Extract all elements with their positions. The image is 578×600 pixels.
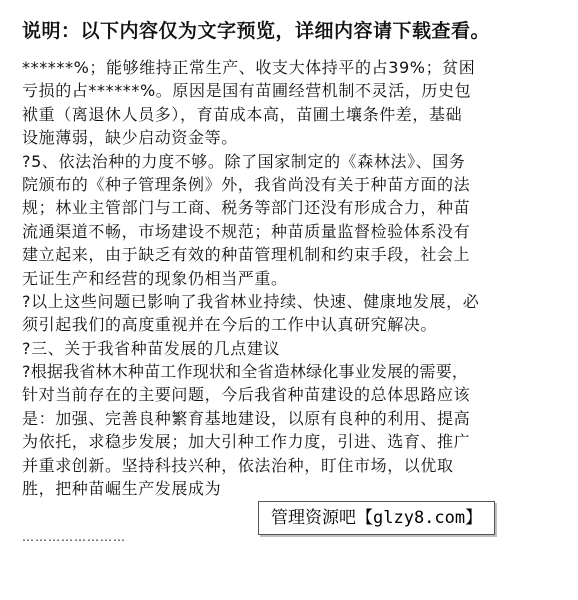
text-line: 院颁布的《种子管理条例》外，我省尚没有关于种苗方面的法 [22, 174, 471, 194]
text-line: ?5、依法治种的力度不够。除了国家制定的《森林法》、国务 [22, 151, 466, 171]
text-line: 设施薄弱，缺少启动资金等。 [22, 128, 238, 148]
site-watermark-label: 管理资源吧【glzy8.com】 [258, 501, 495, 535]
section-heading: ?三、关于我省种苗发展的几点建议 [22, 338, 281, 358]
text-line: 是：加强、完善良种繁育基地建设，以原有良种的利用、提高 [22, 408, 471, 428]
text-line: ******%；能够维持正常生产、收支大体持平的占39%；贫困 [22, 58, 476, 77]
document-body [22, 56, 554, 500]
text-line: 建立起来，由于缺乏有效的种苗管理机制和约束手段，社会上 [22, 245, 471, 265]
text-line: 规；林业主管部门与工商、税务等部门还没有形成合力，种苗 [22, 198, 471, 218]
text-line: 胜，把种苗崛生产发展成为 [22, 479, 222, 499]
text-line: 袱重（离退休人员多），育苗成本高，苗圃土壤条件差，基础 [22, 104, 463, 124]
continuation-dots: …………………… [22, 530, 126, 544]
text-line: 针对当前存在的主要问题，今后我省种苗建设的总体思路应该 [22, 385, 471, 405]
text-line: ?以上这些问题已影响了我省林业持续、快速、健康地发展，必 [22, 291, 480, 311]
text-line: ?根据我省林木种苗工作现状和全省造林绿化事业发展的需要， [22, 362, 469, 382]
text-line: 无证生产和经营的现象仍相当严重。 [22, 268, 288, 288]
text-line: 流通渠道不畅，市场建设不规范；种苗质量监督检验体系没有 [22, 221, 471, 241]
text-line: 须引起我们的高度重视并在今后的工作中认真研究解决。 [22, 315, 438, 335]
text-line: 并重求创新。坚持科技兴种，依法治种，盯住市场，以优取 [22, 455, 454, 475]
text-line: 亏损的占******%。原因是国有苗圃经营机制不灵活，历史包 [22, 81, 472, 101]
text-line: 为依托，求稳步发展；加大引种工作力度，引进、选育、推广 [22, 432, 471, 452]
preview-notice: 说明：以下内容仅为文字预览，详细内容请下载查看。 [22, 20, 491, 42]
